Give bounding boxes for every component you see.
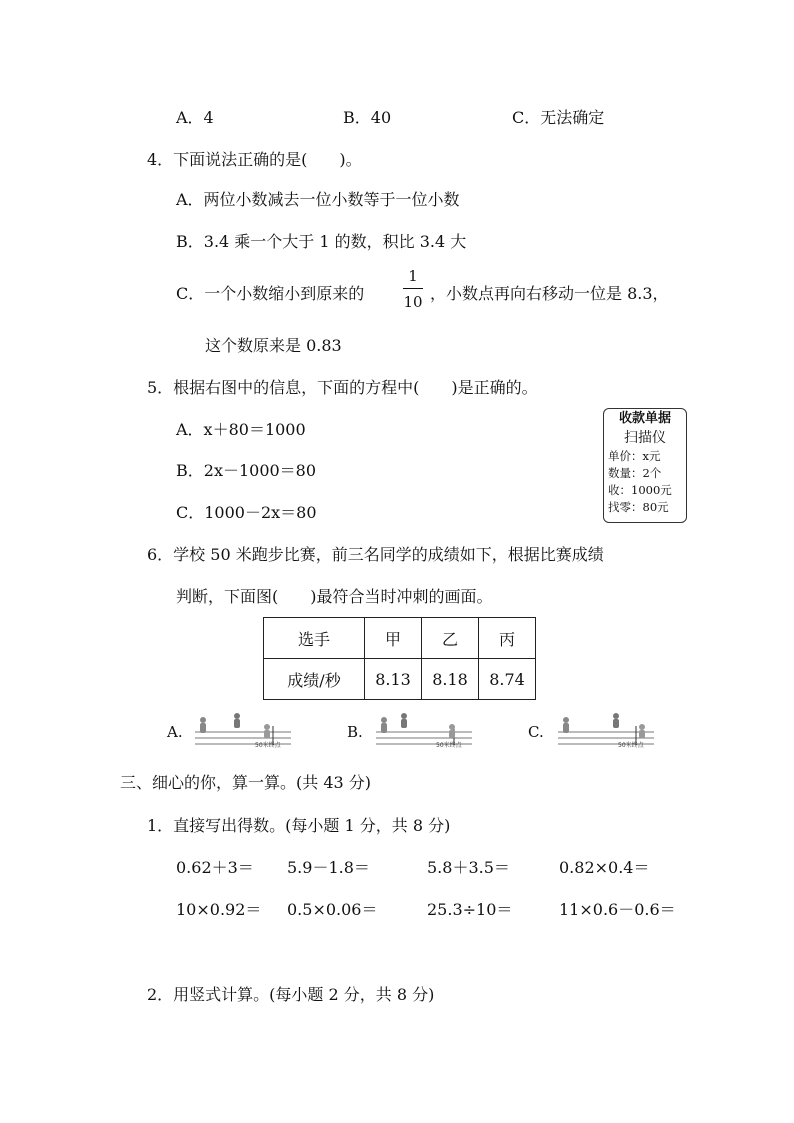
s3-q2-title: 2．用竖式计算。(每小题 2 分，共 8 分) bbox=[147, 985, 435, 1004]
picture-b-label: B. bbox=[347, 723, 363, 741]
picture-c-label: C. bbox=[528, 723, 544, 741]
scores-table bbox=[263, 617, 536, 700]
q4-option-c-after: ，小数点再向右移动一位是 8.3， bbox=[430, 284, 669, 303]
table-header-row bbox=[264, 618, 536, 659]
finish-label: 50米终点 bbox=[436, 742, 462, 748]
q5-stem: 5．根据右图中的信息，下面的方程中( )是正确的。 bbox=[147, 378, 538, 397]
table-header-cell: 丙 bbox=[479, 618, 536, 659]
receipt-row-price: 单价：x元 bbox=[608, 449, 661, 463]
fraction-numerator: 1 bbox=[408, 267, 418, 285]
finish-label: 50米终点 bbox=[618, 742, 644, 748]
table-cell: 8.13 bbox=[365, 659, 422, 700]
q6-stem-line2: 判断，下面图( )最符合当时冲刺的画面。 bbox=[176, 587, 493, 606]
section-3-title: 三、细心的你，算一算。(共 43 分) bbox=[120, 773, 372, 792]
q4-option-a: A．两位小数减去一位小数等于一位小数 bbox=[176, 190, 460, 209]
q5-option-c: C．1000－2x＝80 bbox=[176, 503, 317, 522]
race-picture-b bbox=[374, 712, 474, 748]
calc-item: 11×0.6－0.6＝ bbox=[559, 900, 676, 919]
receipt-title: 收款单据 bbox=[618, 411, 671, 426]
table-cell: 8.74 bbox=[479, 659, 536, 700]
calc-item: 10×0.92＝ bbox=[176, 900, 262, 919]
receipt-row-change: 找零：80元 bbox=[608, 500, 669, 514]
calc-item: 5.9－1.8＝ bbox=[287, 858, 370, 877]
calc-item: 5.8＋3.5＝ bbox=[427, 858, 510, 877]
table-header-cell: 乙 bbox=[422, 618, 479, 659]
q3-option-a: A．4 bbox=[176, 108, 214, 127]
receipt-card bbox=[603, 408, 687, 523]
q5-option-b: B．2x－1000＝80 bbox=[176, 461, 317, 480]
q5-option-a: A．x＋80＝1000 bbox=[176, 420, 306, 439]
race-picture-a bbox=[193, 712, 293, 748]
table-header-cell: 甲 bbox=[365, 618, 422, 659]
q4-fraction bbox=[400, 266, 426, 316]
fraction-denominator: 10 bbox=[403, 293, 423, 311]
fraction-bar bbox=[403, 288, 423, 289]
q3-option-b: B．40 bbox=[343, 108, 392, 127]
table-cell: 成绩/秒 bbox=[264, 659, 365, 700]
table-cell: 8.18 bbox=[422, 659, 479, 700]
picture-a-label: A. bbox=[167, 723, 183, 741]
receipt-row-received: 收：1000元 bbox=[608, 483, 672, 497]
q4-option-c-cont: 这个数原来是 0.83 bbox=[205, 336, 342, 355]
q4-stem: 4．下面说法正确的是( )。 bbox=[147, 150, 362, 169]
q3-option-c: C．无法确定 bbox=[512, 108, 605, 127]
q4-option-c-before: C．一个小数缩小到原来的 bbox=[176, 284, 365, 303]
s3-q1-title: 1．直接写出得数。(每小题 1 分，共 8 分) bbox=[147, 816, 451, 835]
table-header-cell: 选手 bbox=[264, 618, 365, 659]
q4-option-b: B．3.4 乘一个大于 1 的数，积比 3.4 大 bbox=[176, 232, 467, 251]
race-picture-c bbox=[556, 712, 656, 748]
calc-item: 0.62＋3＝ bbox=[176, 858, 254, 877]
q6-stem-line1: 6．学校 50 米跑步比赛，前三名同学的成绩如下，根据比赛成绩 bbox=[147, 545, 604, 564]
receipt-row-quantity: 数量：2个 bbox=[608, 466, 662, 480]
calc-item: 0.5×0.06＝ bbox=[287, 900, 378, 919]
table-row bbox=[264, 659, 536, 700]
calc-item: 0.82×0.4＝ bbox=[559, 858, 650, 877]
receipt-subtitle: 扫描仪 bbox=[624, 430, 666, 446]
finish-label: 50米终点 bbox=[255, 742, 281, 748]
calc-item: 25.3÷10＝ bbox=[427, 900, 513, 919]
